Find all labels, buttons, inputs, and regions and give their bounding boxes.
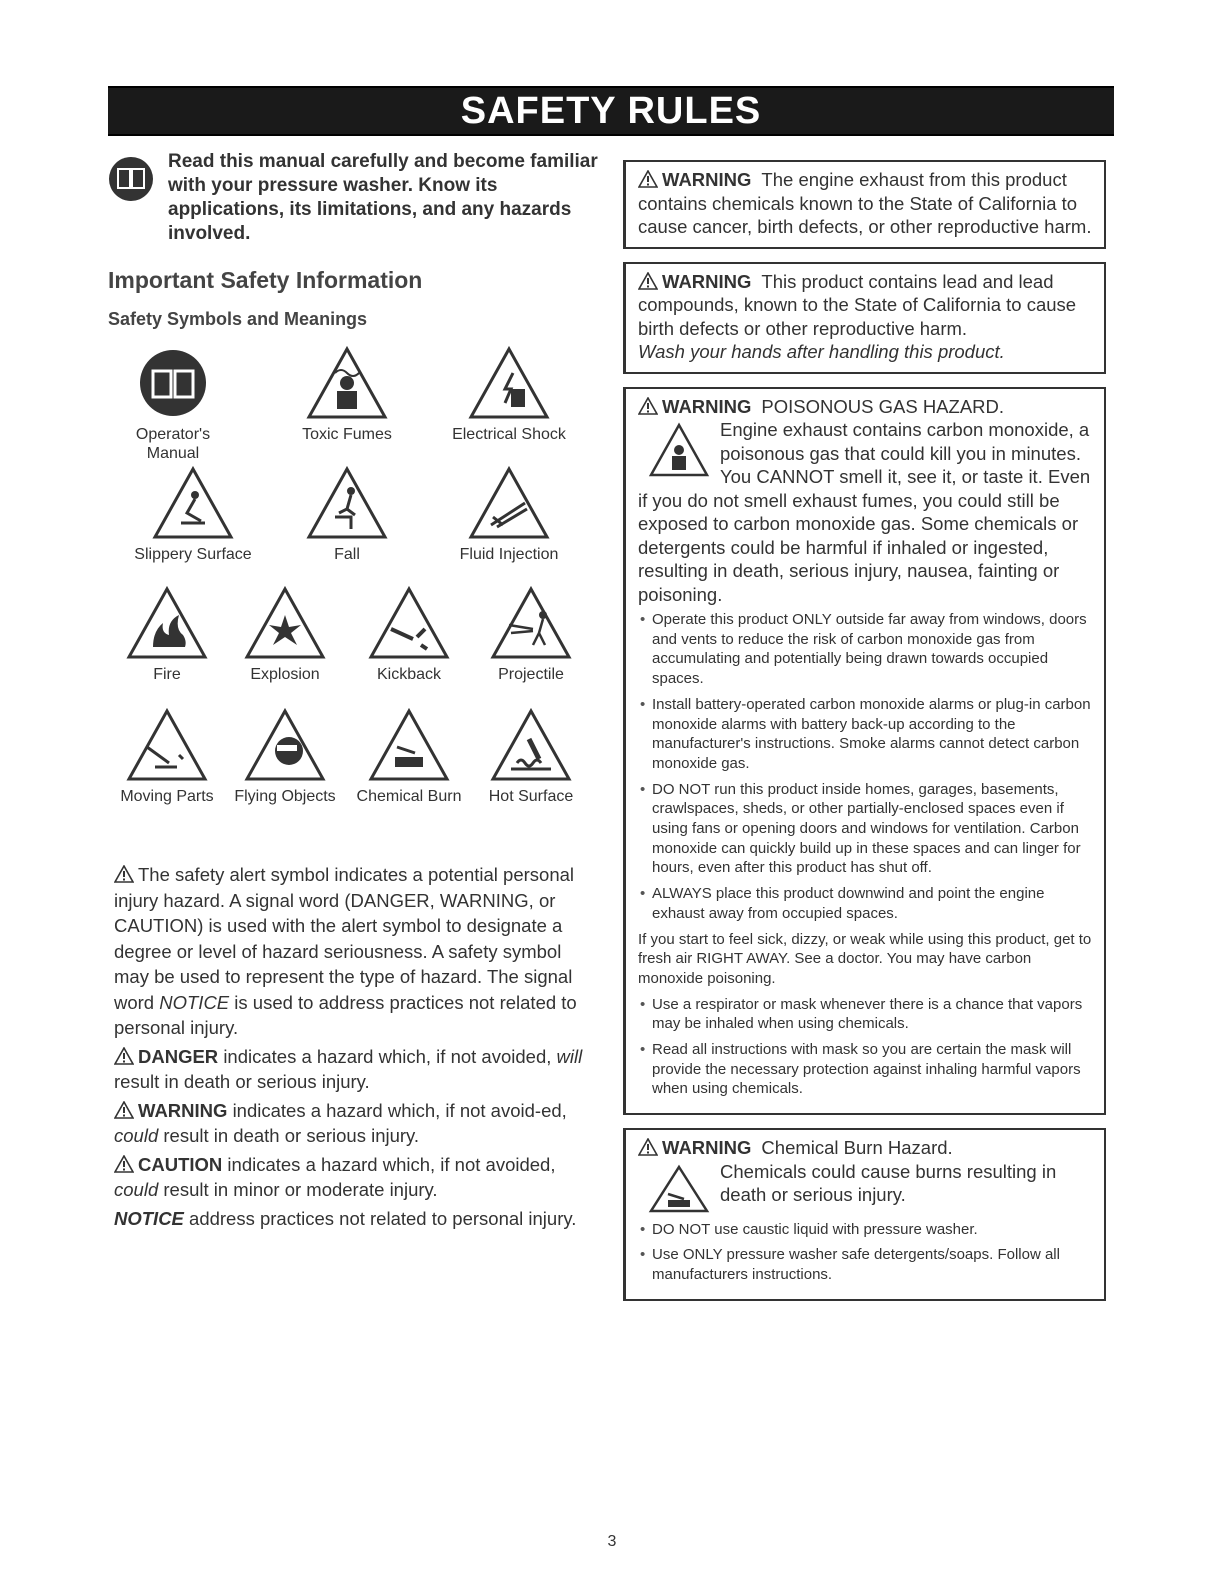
- safety-alert-icon: [114, 1047, 134, 1065]
- symbol-fall: [282, 465, 412, 564]
- symbol-slippery-surface: [128, 465, 258, 564]
- toxic-fumes-icon: [305, 345, 389, 421]
- right-column: [623, 160, 1106, 1314]
- operators-manual-icon: [108, 156, 154, 202]
- symbol-electrical-shock: [444, 345, 574, 444]
- chemical-burn-icon: [367, 707, 451, 783]
- warning-label: WARNING: [662, 270, 752, 292]
- list-item: • Use ONLY pressure washer safe detergents/soaps. Follow all manufacturers instructions.: [652, 1245, 1092, 1284]
- caution-definition: CAUTION indicates a hazard which, if not avoided, could result in minor or moderate injury.: [114, 1153, 556, 1200]
- symbol-flying-objects: [226, 707, 344, 806]
- symbol-label: Flying Objects: [234, 788, 336, 805]
- symbol-label: Fire: [153, 666, 181, 683]
- danger-definition: DANGER indicates a hazard which, if not avoided, will result in death or serious injury.: [114, 1045, 583, 1092]
- warning-text: The engine exhaust from this product contains chemicals known to the State of California to cause cancer, birth defects, or other reproductive harm.: [638, 169, 1092, 237]
- alert-intro: The safety alert symbol indicates a potential personal injury hazard. A signal word (DANGER, WARNING, or CAUTION) is used with the alert symbol to designate a degree or level of hazard seriousness. A safety symbol may be used to represent the type of hazard. The signal word NOTICE is used to address practices not related to personal injury.: [114, 864, 577, 1038]
- warning-bullets: [638, 995, 1092, 1100]
- slippery-surface-icon: [151, 465, 235, 541]
- section-heading: Important Safety Information: [108, 267, 423, 293]
- symbol-label: Electrical Shock: [452, 426, 566, 443]
- page-number: 3: [607, 1533, 617, 1550]
- notice-definition: NOTICE address practices not related to personal injury.: [114, 1207, 577, 1229]
- warning-box-chemical-burn: [623, 1128, 1106, 1301]
- intro-text: Read this manual carefully and become familiar with your pressure washer. Know its applications, its limitations, and any hazards involved.: [168, 151, 598, 244]
- symbol-label: Moving Parts: [120, 788, 214, 805]
- symbol-hot-surface: [472, 707, 590, 806]
- list-item: • DO NOT use caustic liquid with pressure washer.: [652, 1220, 1092, 1240]
- warning-title: POISONOUS GAS HAZARD.: [761, 395, 1005, 417]
- fluid-injection-icon: [467, 465, 551, 541]
- list-item: • ALWAYS place this product downwind and point the engine exhaust away from occupied spaces.: [652, 884, 1092, 923]
- warning-text: This product contains lead and lead compounds, known to the State of California to cause birth defects or other reproductive harm.: [638, 270, 1077, 339]
- list-item: • Install battery-operated carbon monoxide alarms or plug-in carbon monoxide alarms with battery back-up according to the manufacturer's instructions. Smoke alarms cannot detect carbon monoxide gas.: [652, 695, 1092, 774]
- safety-alert-icon: [114, 1155, 134, 1173]
- fire-icon: [125, 585, 209, 661]
- safety-alert-icon: [638, 170, 658, 188]
- operators-manual-icon: [133, 345, 213, 421]
- list-item: • Operate this product ONLY outside far away from windows, doors and vents to reduce the risk of carbon monoxide gas from accumulating and potentially being drawn towards occupied spaces.: [652, 610, 1092, 689]
- warning-box-lead: [623, 262, 1106, 374]
- left-column: [108, 150, 598, 330]
- symbol-label: Explosion: [250, 666, 320, 683]
- section-subheading: Safety Symbols and Meanings: [108, 309, 368, 329]
- warning-title: Chemical Burn Hazard.: [761, 1137, 953, 1159]
- list-item: • Use a respirator or mask whenever there is a chance that vapors may be inhaled when using chemicals.: [652, 995, 1092, 1034]
- symbol-label: Toxic Fumes: [302, 426, 392, 443]
- warning-label: WARNING: [662, 1137, 752, 1159]
- warning-text: Engine exhaust contains carbon monoxide, a poisonous gas that could kill you in minutes. You CANNOT smell it, see it, or taste it. Even if you do not smell exhaust fumes, you could still be exposed to carbon monoxide gas. Some chemicals or detergents could be harmful if inhaled or ingested, resulting in death, serious injury, nausea, fainting or poisoning.: [638, 419, 1091, 605]
- symbol-fluid-injection: [444, 465, 574, 564]
- list-item: • DO NOT run this product inside homes, garages, basements, crawlspaces, sheds, or other partially-enclosed spaces even if using fans or opening doors and windows for ventilation. Carbon monoxide can quickly build up in these spaces and can linger for hours, even after this product has shut off.: [652, 780, 1092, 879]
- flying-objects-icon: [243, 707, 327, 783]
- header-banner: [108, 86, 1114, 136]
- kickback-icon: [367, 585, 451, 661]
- symbol-projectile: [472, 585, 590, 684]
- warning-bullets: [638, 610, 1092, 924]
- warning-italic-note: Wash your hands after handling this product.: [638, 341, 1005, 362]
- warning-label: WARNING: [662, 169, 752, 190]
- symbol-chemical-burn: [350, 707, 468, 806]
- projectile-icon: [489, 585, 573, 661]
- warning-definition: WARNING indicates a hazard which, if not avoid-ed, could result in death or serious injury.: [114, 1099, 567, 1146]
- symbol-moving-parts: [108, 707, 226, 806]
- page-title: SAFETY RULES: [460, 90, 762, 132]
- symbol-toxic-fumes: [282, 345, 412, 444]
- explosion-icon: [243, 585, 327, 661]
- electrical-shock-icon: [467, 345, 551, 421]
- warning-label: WARNING: [662, 395, 752, 417]
- alert-explanations: [114, 862, 594, 1234]
- symbol-label: Kickback: [376, 666, 442, 683]
- fall-icon: [305, 465, 389, 541]
- symbol-label: Operator's Manual: [135, 426, 211, 462]
- safety-alert-icon: [638, 272, 658, 290]
- warning-box-cancer: [623, 160, 1106, 249]
- chemical-burn-icon: [648, 1164, 710, 1214]
- hot-surface-icon: [489, 707, 573, 783]
- symbol-fire: [108, 585, 226, 684]
- intro-block: [108, 150, 598, 250]
- symbol-explosion: [226, 585, 344, 684]
- symbol-grid: [108, 345, 598, 845]
- symbol-operators-manual: [108, 345, 238, 463]
- symbol-label: Fluid Injection: [459, 546, 559, 563]
- safety-alert-icon: [638, 397, 658, 415]
- symbol-label: Hot Surface: [488, 788, 574, 805]
- symbol-label: Projectile: [498, 666, 564, 683]
- warning-bullets: [638, 1220, 1092, 1285]
- symbol-label: Slippery Surface: [134, 546, 252, 563]
- safety-alert-icon: [114, 1101, 134, 1119]
- sick-note: If you start to feel sick, dizzy, or weak while using this product, get to fresh air RIGHT AWAY. See a doctor. You may have carbon monoxide poisoning.: [638, 930, 1092, 987]
- warning-text: Chemicals could cause burns resulting in death or serious injury.: [720, 1160, 1057, 1206]
- safety-alert-icon: [638, 1138, 658, 1156]
- symbol-label: Fall: [334, 546, 360, 563]
- toxic-fumes-icon: [648, 422, 710, 478]
- symbol-kickback: [350, 585, 468, 684]
- symbol-label: Chemical Burn: [356, 788, 462, 805]
- moving-parts-icon: [125, 707, 209, 783]
- warning-box-poisonous-gas: [623, 387, 1106, 1116]
- safety-alert-icon: [114, 865, 134, 883]
- list-item: • Read all instructions with mask so you are certain the mask will provide the necessary protection against inhaling harmful vapors when using chemicals.: [652, 1040, 1092, 1099]
